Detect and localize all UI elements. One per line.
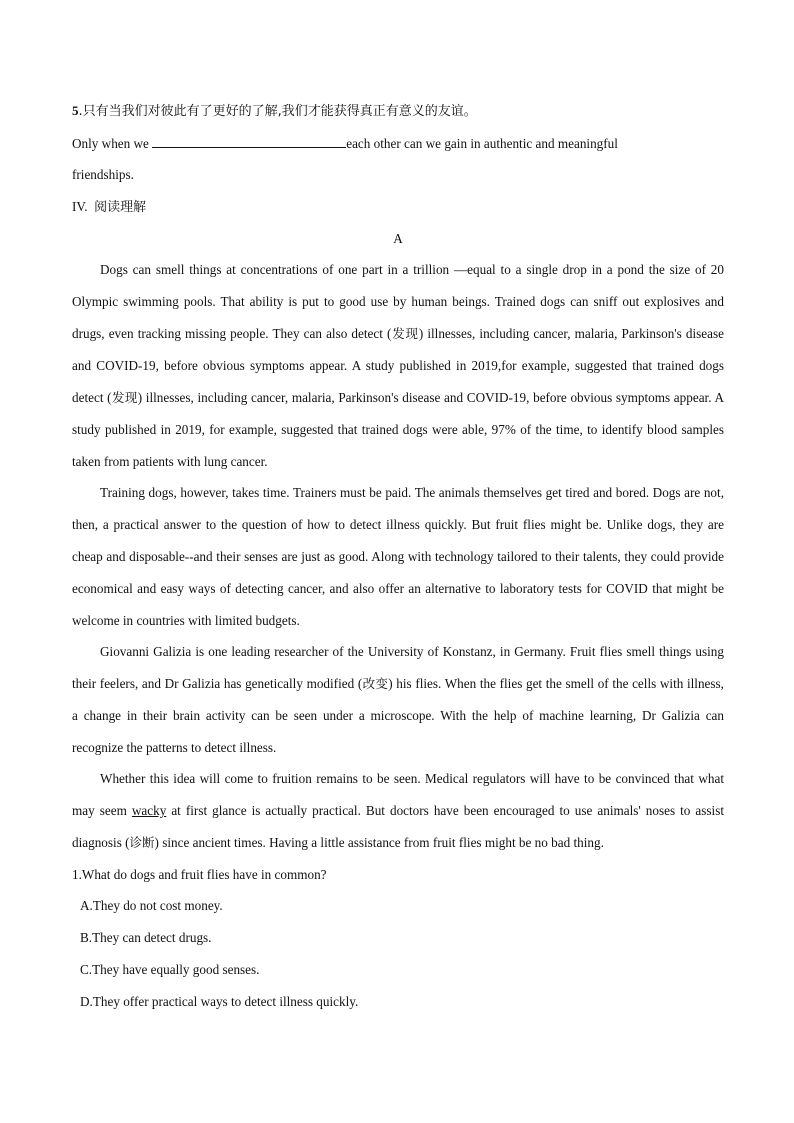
paragraph-3-text-b: ) his flies. When the flies get the smell of the cells with illness, a change in their brain activity can be seen under a microscope. With the help of machine learning, Dr Galizia can recognize the patterns to detect illness. [72, 676, 724, 755]
option-c[interactable]: C.They have equally good senses. [80, 962, 260, 977]
underlined-word-wacky: wacky [131, 803, 167, 818]
passage-paragraph-2: Training dogs, however, takes time. Trainers must be paid. The animals themselves get tired and bored. Dogs are not, then, a practical answer to the question of how to detect illness quickly. But fruit flies might be. Unlike dogs, they are cheap and disposable--and their senses are just as good. Along with technology tailored to their talents, they could provide economical and easy ways of detecting cancer, and also offer an alternative to laboratory tests for COVID that might be welcome in countries with limited budgets. [72, 485, 724, 628]
passage-paragraph-1 [72, 254, 724, 478]
paragraph-1-gloss-b: 发现 [111, 390, 138, 405]
paragraph-4-text-b: at first glance is actually practical. But doctors have been encouraged to use animals' noses to assist diagnosis ( [72, 803, 725, 850]
section-numeral: IV. [72, 199, 88, 214]
worksheet-page [72, 0, 724, 1123]
passage-paragraph-3 [72, 636, 724, 764]
paragraph-1-text-a: Dogs can smell things at concentrations of one part in a trillion —equal to a single drop in a pond the size of 20 Olympic swimming pools. That ability is put to good use by human beings. Trained dogs can sniff out explosives and drugs, even tracking missing people. They can also detect ( [72, 262, 724, 341]
question-5-number: 5 [72, 103, 79, 118]
passage-label: A [393, 231, 403, 246]
paragraph-1-text-c: ) illnesses, including cancer, malaria, Parkinson's disease and COVID-19, before obvious symptoms appear. A study published in 2019, for example, suggested that trained dogs were able, 97% of the time, to identify blood samples taken from patients with lung cancer. [72, 390, 724, 469]
option-a[interactable]: A.They do not cost money. [80, 898, 223, 913]
passage-paragraph-4 [72, 763, 724, 859]
paragraph-4-text-a: Whether this idea will come to fruition remains to be seen. Medical regulators will have to be convinced that what may seem [72, 771, 724, 818]
paragraph-3-gloss: 改变 [362, 676, 389, 691]
question-5-english-continued: friendships. [72, 167, 134, 182]
paragraph-4-gloss: 诊断 [129, 835, 155, 850]
section-heading [72, 199, 146, 216]
question-5-chinese [72, 103, 477, 120]
question-1-stem: 1.What do dogs and fruit flies have in common? [72, 867, 327, 882]
paragraph-1-text-b: ) illnesses, including cancer, malaria, Parkinson's disease and COVID-19, before obvious symptoms appear. A study published in 2019,for example, suggested that trained dogs detect ( [72, 326, 724, 405]
question-1-options [80, 890, 358, 1018]
paragraph-3-text-a: Giovanni Galizia is one leading researcher of the University of Konstanz, in Germany. Fruit flies smell things using their feelers, and Dr Galizia has genetically modified ( [72, 644, 724, 691]
question-5-answer-blank[interactable] [152, 135, 346, 148]
question-5-prompt: .只有当我们对彼此有了更好的了解,我们才能获得真正有意义的友谊。 [78, 104, 477, 119]
question-5-english [72, 135, 618, 152]
paragraph-4-text-c: ) since ancient times. Having a little assistance from fruit flies might be no bad thing. [154, 835, 604, 850]
option-b[interactable]: B.They can detect drugs. [80, 930, 212, 945]
option-d[interactable]: D.They offer practical ways to detect illness quickly. [80, 994, 359, 1009]
question-5-after-blank: each other can we gain in authentic and meaningful [346, 136, 618, 151]
paragraph-1-gloss-a: 发现 [391, 326, 419, 341]
question-5-before-blank: Only when we [72, 136, 153, 151]
section-title: 阅读理解 [94, 200, 147, 215]
